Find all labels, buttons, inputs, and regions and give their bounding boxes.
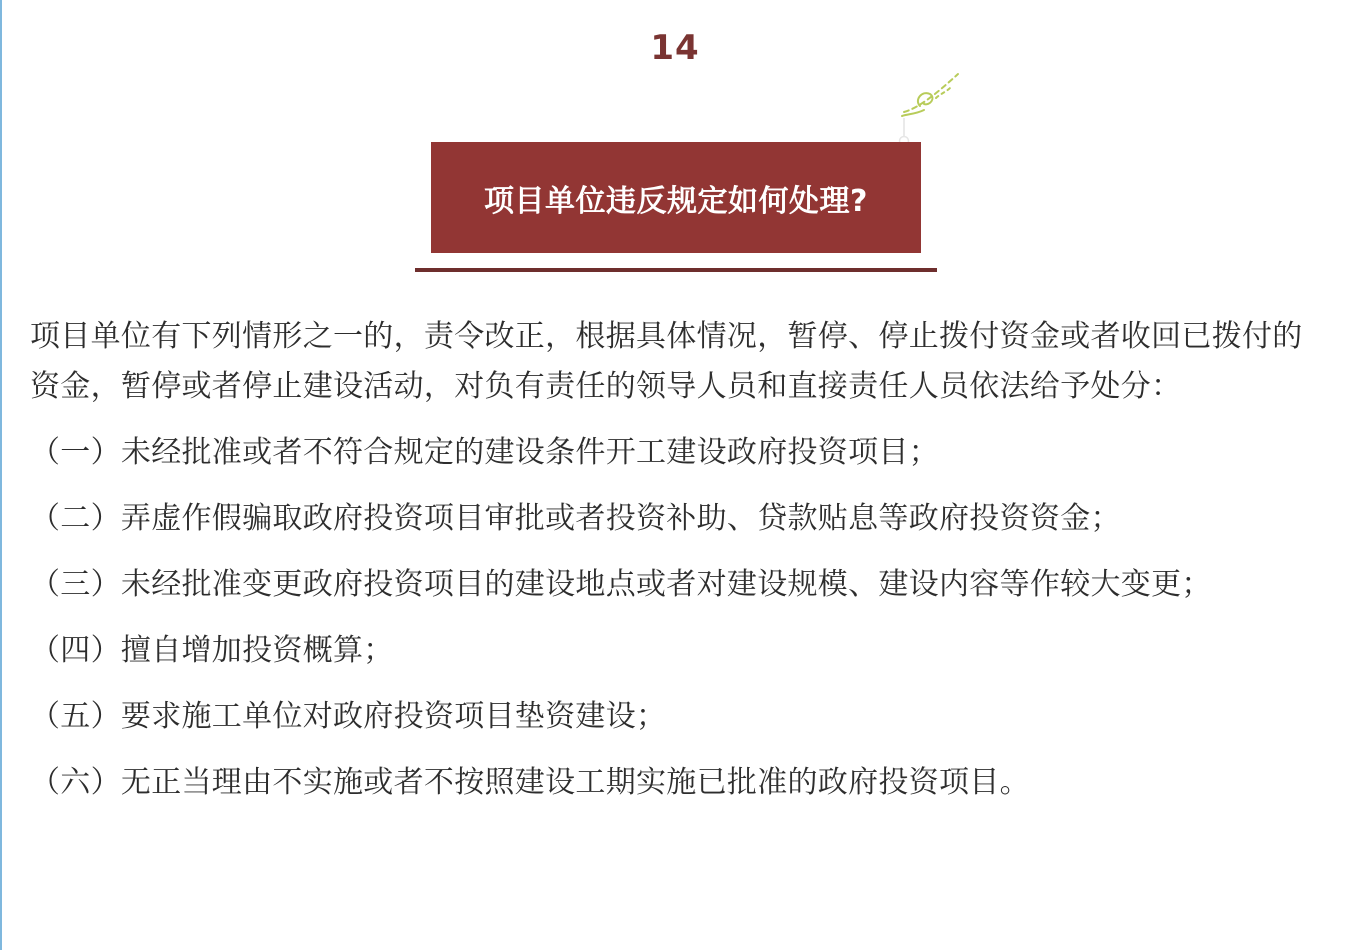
title-underline <box>415 268 937 272</box>
list-item: （二）弄虚作假骗取政府投资项目审批或者投资补助、贷款贴息等政府投资资金； <box>30 501 1121 536</box>
sprig-icon <box>896 70 966 148</box>
article-body <box>30 312 1325 824</box>
list-item: （三）未经批准变更政府投资项目的建设地点或者对建设规模、建设内容等作较大变更； <box>30 567 1212 602</box>
left-edge-border <box>0 0 2 950</box>
page-number: 14 <box>650 28 700 68</box>
title-banner <box>431 142 921 253</box>
list-item: （六）无正当理由不实施或者不按照建设工期实施已批准的政府投资项目。 <box>30 765 1030 800</box>
list-item: （一）未经批准或者不符合规定的建设条件开工建设政府投资项目； <box>30 435 939 470</box>
list-item: （五）要求施工单位对政府投资项目垫资建设； <box>30 699 667 734</box>
section-title: 项目单位违反规定如何处理? <box>484 183 868 219</box>
list-item: （四）擅自增加投资概算； <box>30 633 394 668</box>
penalty-list <box>30 428 1325 808</box>
intro-paragraph: 项目单位有下列情形之一的，责令改正，根据具体情况，暂停、停止拨付资金或者收回已拨付的资金，暂停或者停止建设活动，对负有责任的领导人员和直接责任人员依法给予处分： <box>30 319 1303 404</box>
